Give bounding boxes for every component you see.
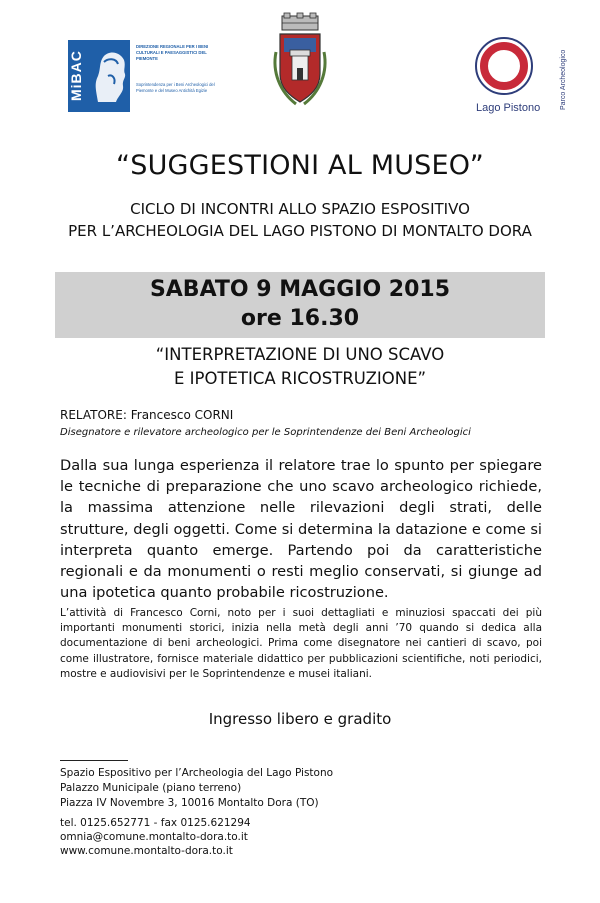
entry-note: Ingresso libero e gradito — [208, 710, 392, 728]
lago-pistono-logo — [458, 32, 578, 120]
talk-title-line-2: E IPOTETICA RICOSTRUZIONE” — [173, 369, 427, 388]
subtitle-line-2: PER L’ARCHEOLOGIA DEL LAGO PISTONO DI MONTALTO DORA — [68, 222, 532, 240]
talk-title-line-1: “INTERPRETAZIONE DI UNO SCAVO — [155, 345, 445, 364]
subtitle-line-1: CICLO DI INCONTRI ALLO SPAZIO ESPOSITIVO — [130, 200, 470, 218]
lago-name: Lago Pistono — [476, 102, 541, 114]
speaker-name: Francesco CORNI — [130, 408, 234, 422]
mibac-profile-icon — [68, 40, 130, 112]
speaker-label: RELATORE: — [60, 408, 127, 422]
contact-email[interactable]: omnia@comune.montalto-dora.to.it — [60, 831, 248, 843]
municipal-crest-logo — [270, 12, 330, 110]
lago-side-text: Parco Archeologico — [560, 49, 567, 110]
contact-phone: tel. 0125.652771 - fax 0125.621294 — [60, 817, 251, 829]
lago-ring-icon — [458, 32, 568, 104]
event-time: ore 16.30 — [240, 306, 360, 331]
mibac-soprintendenza-text: Soprintendenza per i Beni Archeologici del Piemonte e del Museo Antichità Egizie — [136, 82, 215, 93]
main-paragraph: Dalla sua lunga esperienza il relatore trae lo spunto per spiegare le tecniche di preparazione che uno scavo archeologico richiede, la massima attenzione nelle rilevazioni degli strati, delle strutture, degli oggetti. Come si determina la datazione e come si interpreta quanto emerge. Partendo poi da caratteristiche regionali e da monumenti o resti meglio conservati, si giunge ad una ipotetica quanto probabile ricostruzione. — [60, 457, 542, 602]
speaker-description: Disegnatore e rilevatore archeologico per le Soprintendenze dei Beni Archeologici — [60, 427, 471, 438]
contact-venue: Spazio Espositivo per l’Archeologia del Lago Pistono — [60, 767, 334, 779]
contact-address: Piazza IV Novembre 3, 10016 Montalto Dora (TO) — [60, 797, 319, 809]
footer-divider — [60, 760, 128, 761]
crest-icon — [270, 12, 330, 110]
mibac-logo — [68, 40, 218, 112]
speaker-line — [60, 408, 233, 422]
mibac-mark-text: MiBAC — [68, 50, 84, 102]
bio-paragraph: L’attività di Francesco Corni, noto per i suoi dettagliati e minuziosi spaccati dei più importanti monumenti storici, inizia nella metà degli anni ’70 quando si dedica alla documentazione di beni archeologici. Prima come disegnatore nei cantieri di scavo, poi come illustratore, fornisce materiale didattico per pubblicazioni scientifiche, noti periodici, mostre e audiovisivi per le Soprintendenze e musei italiani. — [60, 607, 542, 680]
mibac-mark — [68, 40, 130, 112]
contact-website[interactable]: www.comune.montalto-dora.to.it — [60, 845, 233, 857]
poster-title: “SUGGESTIONI AL MUSEO” — [116, 150, 484, 181]
contact-building: Palazzo Municipale (piano terreno) — [60, 782, 242, 794]
mibac-direction-text: DIREZIONE REGIONALE PER I BENI CULTURALI E PAESAGGISTICI DEL PIEMONTE — [136, 44, 209, 61]
event-date: SABATO 9 MAGGIO 2015 — [149, 277, 451, 302]
